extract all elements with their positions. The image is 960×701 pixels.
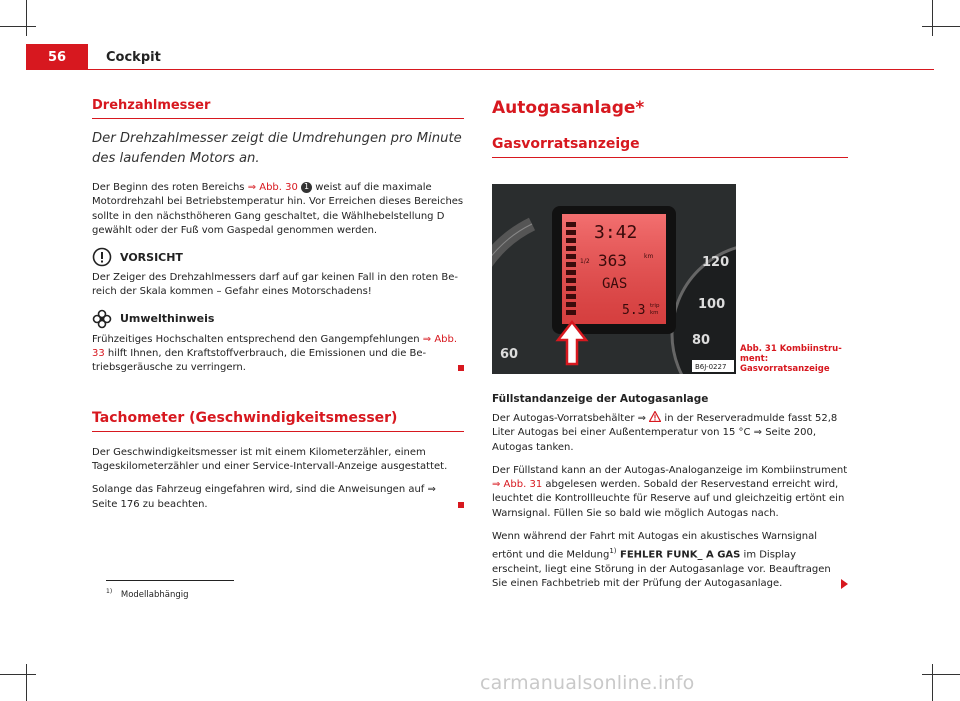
paragraph-text: hilft Ihnen, den Kraftstoffverbrauch, die Emissionen und die Betriebsgeräusche zu verringern. [92, 348, 427, 374]
footnote-text: Modellabhängig [120, 589, 189, 600]
paragraph-text: Wenn während der Fahrt mit Autogas ein akustisches Warnsignal ertönt und die Meldung [492, 531, 817, 561]
paragraph [492, 464, 848, 521]
caution-text: Der Zeiger des Drehzahlmessers darf auf gar keinen Fall in den roten Bereich der Skala kommen – Gefahr eines Motorschadens! [92, 272, 458, 298]
paragraph-text: abgelesen werden. Sobald der Reservestand erreicht wird, leuchtet die Kontrollleuchte für Reserve auf und gleichzeitig ertönt ein Warnsignal. Füllen Sie so bald wie möglich Autogas nach. [492, 479, 845, 519]
section-end-marker [458, 365, 464, 371]
gauge-label: 80 [692, 333, 711, 348]
section-lead: Der Drehzahlmesser zeigt die Umdrehungen pro Minute des laufenden Motors an. [92, 131, 462, 166]
page-number: 56 [26, 44, 88, 70]
environment-text [92, 333, 464, 376]
header-divider [88, 69, 934, 70]
crop-mark [932, 0, 933, 36]
paragraph-text: Der Beginn des roten Bereichs [92, 182, 248, 193]
display-range-unit: km [644, 253, 654, 260]
caution-heading [92, 247, 464, 267]
figure-caption: Abb. 31 Kombiinstrument: Gasvorratsanzeige [740, 344, 842, 374]
crop-mark [0, 26, 36, 27]
display-time: 3:42 [594, 222, 638, 243]
crop-mark [0, 674, 36, 675]
crop-mark [922, 674, 960, 675]
crop-mark [922, 26, 960, 27]
display-trip-unit: trip [650, 303, 660, 309]
paragraph [492, 411, 848, 455]
paragraph: Der Geschwindigkeitsmesser ist mit einem Kilometerzähler, einem Tageskilometerzähler und einer Service-Intervall-Anzeige ausgestattet. [92, 446, 448, 472]
figure-code: B6J-0227 [695, 363, 727, 371]
figure-link[interactable]: ⇒ Abb. 33 [92, 333, 458, 360]
paragraph-text: im Display erscheint, liegt eine Störung in der Autogasanlage vor. Beauftragen Sie einen Fachbetrieb mit der Prüfung der Autogasanlage. [492, 549, 831, 590]
warning-triangle-icon [649, 411, 661, 422]
figure-link[interactable]: ⇒ Abb. 30 [247, 182, 298, 193]
paragraph-text: weist auf die maximale Motordrehzahl bei Betriebstemperatur hin. Vor Erreichen dieses Bereiches sollte in den nächsthöheren Gang geschaltet, die Wählhebelstellung D gewählt oder der Fuß vom Gaspedal genommen werden. [92, 182, 464, 236]
subheading: Füllstandanzeige der Autogasanlage [492, 393, 709, 405]
paragraph-text: Frühzeitiges Hochschalten entsprechend den Gangempfehlungen [92, 333, 423, 345]
crop-mark [26, 0, 27, 36]
display-trip: 5.3 [622, 303, 646, 318]
subsection-title: Gasvorratsanzeige [492, 136, 848, 158]
right-column [492, 98, 848, 601]
display-trip-unit: km [650, 310, 659, 316]
svg-text:1/2: 1/2 [580, 258, 590, 265]
display-message: FEHLER FUNK_ A GAS [616, 549, 741, 561]
callout-number: 1 [301, 182, 312, 193]
paragraph-text: Solange das Fahrzeug eingefahren wird, sind die Anweisungen auf [92, 484, 428, 496]
section-end-marker [458, 502, 464, 508]
left-column [92, 98, 464, 521]
figure-link[interactable]: ⇒ Abb. 31 [492, 479, 543, 491]
paragraph-text: in der Reserveradmulde fasst 52,8 Liter Autogas bei einer Außentemperatur von 15 °C ⇒ Seite 200, Autogas tanken. [492, 413, 838, 453]
gauge-label: 60 [500, 347, 519, 362]
instrument-cluster-image [492, 184, 736, 374]
display-range: 363 [598, 251, 627, 270]
figure-instrument-cluster [492, 184, 848, 379]
environment-heading [92, 309, 464, 329]
footnote-ref[interactable]: 1) [609, 547, 617, 556]
footnote-divider [106, 580, 234, 581]
paragraph [92, 483, 464, 512]
flower-icon [92, 309, 112, 329]
section-title-drehzahlmesser: Drehzahlmesser [92, 98, 464, 119]
paragraph-text: Der Füllstand kann an der Autogas-Analoganzeige im Kombiinstrument [492, 464, 848, 476]
continue-arrow-icon [841, 579, 848, 589]
watermark: carmanualsonline.info [480, 672, 695, 694]
page-link[interactable]: ⇒ Seite 176 zu beachten. [92, 484, 436, 510]
main-title: Autogasanlage* [492, 98, 645, 118]
environment-title: Umwelthinweis [120, 312, 215, 326]
section-title-tachometer: Tachometer (Geschwindigkeitsmesser) [92, 410, 464, 432]
crop-mark [26, 664, 27, 701]
gauge-label: 100 [698, 297, 726, 312]
caution-title: VORSICHT [120, 250, 183, 264]
crop-mark [932, 664, 933, 701]
paragraph-text: Der Autogas-Vorratsbehälter ⇒ [492, 413, 650, 424]
paragraph [92, 181, 464, 238]
gauge-label: 120 [702, 255, 730, 270]
display-fuel: GAS [602, 276, 628, 292]
paragraph [492, 530, 848, 592]
caution-icon [92, 247, 112, 267]
footnote-mark: 1) [106, 588, 113, 595]
footnote [106, 588, 189, 600]
page-section-title: Cockpit [106, 50, 161, 65]
